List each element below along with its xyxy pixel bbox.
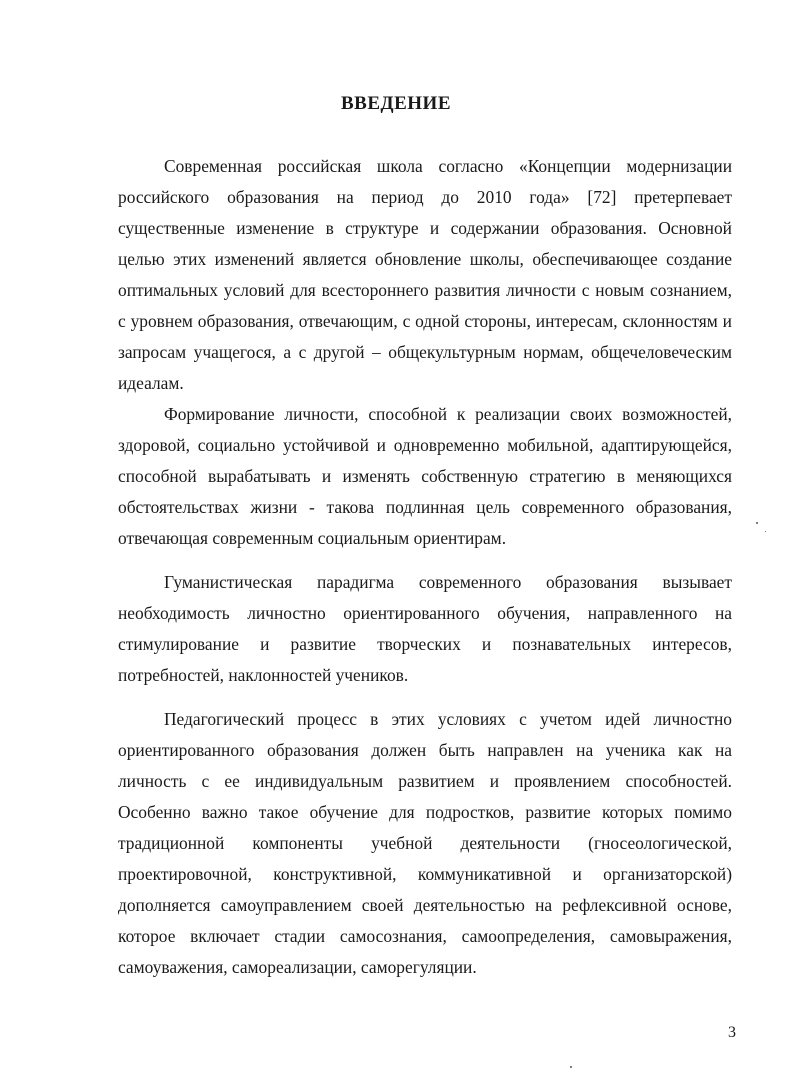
scan-speck [765, 531, 766, 532]
page-number: 3 [728, 1024, 736, 1041]
scan-speck [756, 522, 758, 524]
scan-speck [570, 1066, 572, 1068]
section-title: ВВЕДЕНИЕ [341, 93, 451, 114]
paragraph-pedagogical-process: Педагогический процесс в этих условиях с учетом идей личностно ориентированного образования должен быть направлен на ученика как на личность с ее индивидуальным развитием и проявлением способностей. Особенно важно такое обучение для подростков, развитие которых помимо традиционной компоненты учебной деятельности (гносеологической, проектировочной, конструктивной, коммуникативной и организаторской) дополняется самоуправлением своей деятельностью на рефлексивной основе, которое включает стадии самосознания, самоопределения, самовыражения, самоуважения, самореализации, саморегуляции. [118, 709, 732, 977]
paragraph-modernization: Современная российская школа согласно «Концепции модернизации российского образования на период до 2010 года» [72] претерпевает существенные изменение в структуре и содержании образования. Основной целью этих изменений является обновление школы, обеспечивающее создание оптимальных условий для всестороннего развития личности с новым сознанием, с уровнем образования, отвечающим, с одной стороны, интересам, склонностям и запросам учащегося, а с другой – общекультурным нормам, общечеловеческим идеалам. [118, 156, 732, 393]
paragraph-personality-formation: Формирование личности, способной к реализации своих возможностей, здоровой, социально устойчивой и одновременно мобильной, адаптирующейся, способной вырабатывать и изменять собственную стратегию в меняющихся обстоятельствах жизни - такова подлинная цель современного образования, отвечающая современным социальным ориентирам. [118, 404, 732, 548]
body-text [118, 151, 732, 983]
paragraph-humanistic-paradigm: Гуманистическая парадигма современного образования вызывает необходимость личностно ориентированного обучения, направленного на стимулирование и развитие творческих и познавательных интересов, потребностей, наклонностей учеников. [118, 572, 732, 685]
